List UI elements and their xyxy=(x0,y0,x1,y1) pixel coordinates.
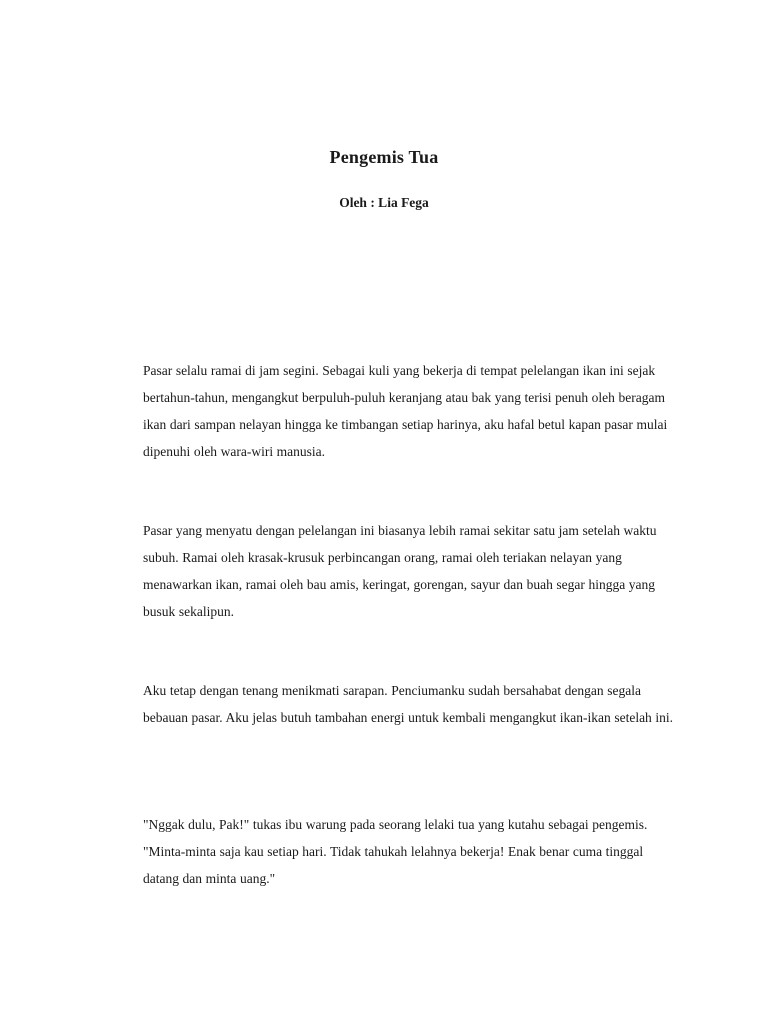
paragraph-1: Pasar selalu ramai di jam segini. Sebagai kuli yang bekerja di tempat pelelangan ikan ini sejak bertahun-tahun, mengangkut berpuluh-puluh keranjang atau bak yang terisi penuh oleh beragam ikan dari sampan nelayan hingga ke timbangan setiap harinya, aku hafal betul kapan pasar mulai dipenuhi oleh wara-wiri manusia. xyxy=(143,363,668,459)
paragraph-3: Aku tetap dengan tenang menikmati sarapan. Penciumanku sudah bersahabat dengan segala bebauan pasar. Aku jelas butuh tambahan energi untuk kembali mengangkut ikan-ikan setelah ini. xyxy=(143,683,674,725)
paragraph-4: "Nggak dulu, Pak!" tukas ibu warung pada seorang lelaki tua yang kutahu sebagai pengemis. "Minta-minta saja kau setiap hari. Tidak tahukah lelahnya bekerja! Enak benar cuma tinggal datang dan minta uang." xyxy=(143,817,648,886)
paragraph-2: Pasar yang menyatu dengan pelelangan ini biasanya lebih ramai sekitar satu jam setelah waktu subuh. Ramai oleh krasak-krusuk perbincangan orang, ramai oleh teriakan nelayan yang menawarkan ikan, ramai oleh bau amis, keringat, gorengan, sayur dan buah segar hingga yang busuk sekalipun. xyxy=(143,523,657,619)
story-title: Pengemis Tua xyxy=(329,147,439,167)
author-byline: Oleh : Lia Fega xyxy=(339,195,429,210)
